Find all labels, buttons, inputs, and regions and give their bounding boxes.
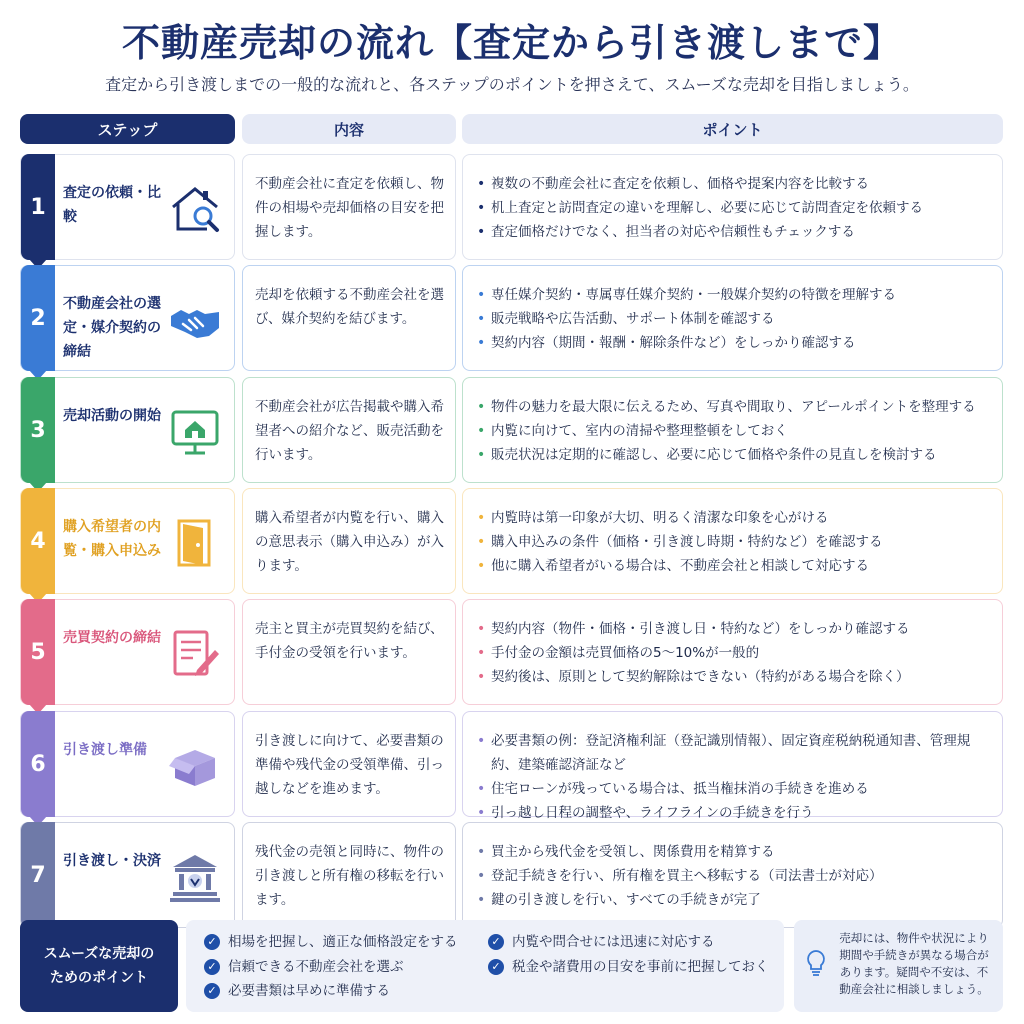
step-row: [20, 711, 1003, 821]
step-label: 不動産会社の選定・媒介契約の締結: [63, 296, 161, 360]
point-item: • 査定価格だけでなく、担当者の対応や信頼性もチェックする: [477, 220, 997, 244]
step-cell: [20, 711, 235, 817]
step-content: 売却を依頼する不動産会社を選び、媒介契約を結びます。: [255, 287, 444, 327]
step-label: 引き渡し準備: [63, 742, 147, 758]
point-item: • 買主から残代金を受領し、関係費用を精算する: [477, 840, 997, 864]
point-item: • 契約内容（物件・価格・引き渡し日・特約など）をしっかり確認する: [477, 617, 997, 641]
point-list: [477, 283, 997, 355]
box-icon: [167, 738, 223, 794]
point-item: • 鍵の引き渡しを行い、すべての手続きが完了: [477, 888, 997, 912]
tips-label-text: スムーズな売却のためのポイント: [43, 946, 155, 986]
point-item: • 必要書類の例：登記済権利証（登記識別情報）、固定資産税納税通知書、管理規約、建築確認済証など: [477, 729, 997, 777]
tip-item: ✓ 信頼できる不動産会社を選ぶ: [204, 955, 458, 980]
point-cell: [462, 265, 1003, 371]
step-label: 売却活動の開始: [63, 408, 161, 424]
step-content: 引き渡しに向けて、必要書類の準備や残代金の受領準備、引っ越しなどを進めます。: [255, 733, 444, 797]
check-icon: ✓: [204, 983, 220, 999]
point-list: [477, 172, 997, 244]
point-item: • 登記手続きを行い、所有権を買主へ移転する（司法書士が対応）: [477, 864, 997, 888]
tip-item: ✓ 相場を把握し、適正な価格設定をする: [204, 930, 458, 955]
point-item: • 販売状況は定期的に確認し、必要に応じて価格や条件の見直しを検討する: [477, 443, 997, 467]
content-cell: [242, 377, 456, 483]
tip-item: ✓ 必要書類は早めに準備する: [204, 979, 458, 1004]
point-cell: [462, 711, 1003, 821]
lightbulb-icon: [804, 948, 828, 978]
content-cell: [242, 599, 456, 705]
check-icon: ✓: [488, 959, 504, 975]
step-label: 引き渡し・決済: [63, 853, 161, 869]
step-content: 売主と買主が売買契約を結び、手付金の受領を行います。: [255, 621, 444, 661]
step-label: 査定の依頼・比較: [63, 185, 161, 225]
tips-list-left: [204, 930, 458, 1004]
content-cell: [242, 822, 456, 928]
point-list: [477, 617, 997, 689]
point-item: • 机上査定と訪問査定の違いを理解し、必要に応じて訪問査定を依頼する: [477, 196, 997, 220]
point-cell: [462, 377, 1003, 483]
content-cell: [242, 265, 456, 371]
step-row: [20, 265, 1003, 371]
tip-item: ✓ 税金や諸費用の目安を事前に把握しておく: [488, 955, 769, 980]
note-panel: [794, 920, 1003, 1012]
step-cell: [20, 488, 235, 594]
step-content: 不動産会社が広告掲載や購入希望者への紹介など、販売活動を行います。: [255, 399, 444, 463]
step-content: 不動産会社に査定を依頼し、物件の相場や売却価格の目安を把握します。: [255, 176, 444, 240]
point-item: • 専任媒介契約・専属専任媒介契約・一般媒介契約の特徴を理解する: [477, 283, 997, 307]
point-list: [477, 506, 997, 578]
step-content: 残代金の売領と同時に、物件の引き渡しと所有権の移転を行います。: [255, 844, 444, 908]
header-point: ポイント: [462, 114, 1003, 144]
point-item: • 内覧に向けて、室内の清掃や整理整頓をしておく: [477, 419, 997, 443]
point-cell: [462, 822, 1003, 928]
page-subtitle: 査定から引き渡しまでの一般的な流れと、各ステップのポイントを押さえて、スムーズな売却を目指しましょう。: [105, 75, 919, 94]
page-title: 不動産売却の流れ【査定から引き渡しまで】: [121, 21, 902, 65]
note-text: 売却には、物件や状況により期間や手続きが異なる場合があります。疑問や不安は、不動産会社に相談しましょう。: [839, 931, 989, 996]
point-item: • 他に購入希望者がいる場合は、不動産会社と相談して対応する: [477, 554, 997, 578]
step-cell: [20, 265, 235, 371]
tip-item: ✓ 内覧や問合せには迅速に対応する: [488, 930, 769, 955]
point-cell: [462, 488, 1003, 594]
content-cell: [242, 711, 456, 817]
point-list: [477, 729, 997, 825]
step-label: 売買契約の締結: [63, 630, 161, 646]
step-cell: [20, 377, 235, 483]
point-item: • 契約内容（期間・報酬・解除条件など）をしっかり確認する: [477, 331, 997, 355]
step-number: 4: [21, 488, 55, 594]
step-number: 6: [21, 711, 55, 817]
point-item: • 手付金の金額は売買価格の5〜10%が一般的: [477, 641, 997, 665]
header-step: ステップ: [20, 114, 235, 144]
tips-label: [20, 920, 178, 1012]
point-list: [477, 840, 997, 912]
point-cell: [462, 599, 1003, 705]
point-item: • 住宅ローンが残っている場合は、抵当権抹消の手続きを進める: [477, 777, 997, 801]
handshake-icon: [167, 292, 223, 348]
point-item: • 購入申込みの条件（価格・引き渡し時期・特約など）を確認する: [477, 530, 997, 554]
contract-pen-icon: [167, 626, 223, 682]
step-cell: [20, 822, 235, 928]
check-icon: ✓: [488, 934, 504, 950]
content-cell: [242, 488, 456, 594]
step-number: 7: [21, 822, 55, 928]
tips-panel: [186, 920, 784, 1012]
content-cell: [242, 154, 456, 260]
check-icon: ✓: [204, 959, 220, 975]
door-icon: [167, 515, 223, 571]
step-cell: [20, 154, 235, 260]
step-number: 2: [21, 265, 55, 371]
point-item: • 引っ越し日程の調整や、ライフラインの手続きを行う: [477, 801, 997, 825]
house-search-icon: [167, 181, 223, 237]
step-number: 1: [21, 154, 55, 260]
bank-icon: [167, 849, 223, 905]
point-item: • 契約後は、原則として契約解除はできない（特約がある場合を除く）: [477, 665, 997, 689]
step-row: [20, 599, 1003, 705]
step-row: [20, 822, 1003, 928]
header-content: 内容: [242, 114, 456, 144]
tips-list-right: [488, 930, 769, 979]
step-row: [20, 377, 1003, 483]
monitor-house-icon: [167, 404, 223, 460]
point-item: • 内覧時は第一印象が大切、明るく清潔な印象を心がける: [477, 506, 997, 530]
step-label: 購入希望者の内覧・購入申込み: [63, 519, 161, 559]
step-row: [20, 488, 1003, 594]
point-item: • 複数の不動産会社に査定を依頼し、価格や提案内容を比較する: [477, 172, 997, 196]
step-content: 購入希望者が内覧を行い、購入の意思表示（購入申込み）が入ります。: [255, 510, 444, 574]
point-item: • 物件の魅力を最大限に伝えるため、写真や間取り、アピールポイントを整理する: [477, 395, 997, 419]
point-list: [477, 395, 997, 467]
point-cell: [462, 154, 1003, 260]
step-row: [20, 154, 1003, 260]
point-item: • 販売戦略や広告活動、サポート体制を確認する: [477, 307, 997, 331]
step-cell: [20, 599, 235, 705]
check-icon: ✓: [204, 934, 220, 950]
step-number: 5: [21, 599, 55, 705]
step-number: 3: [21, 377, 55, 483]
